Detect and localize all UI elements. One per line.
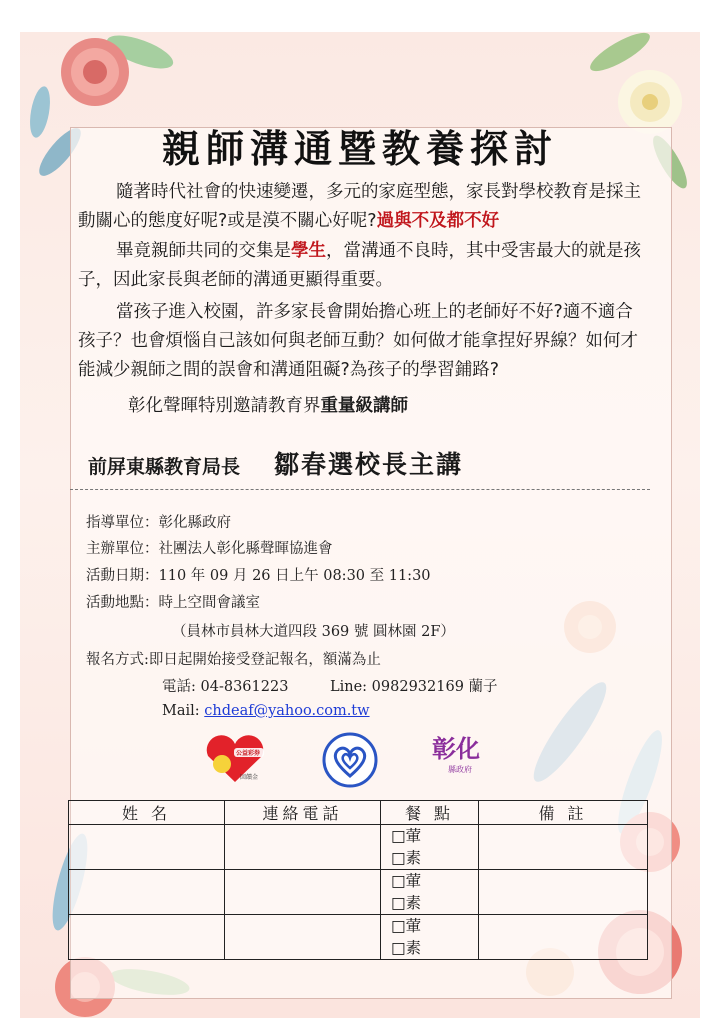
intro-text-3: 當孩子進入校園，許多家長會開始擔心班上的老師好不好?適不適合孩子？也會煩惱自己該如何與老師互動？如何做才能拿捏好界線？如何才能減少親師之間的誤會和溝通阻礙?為孩子的學習鋪路? [78, 302, 638, 380]
lottery-logo [200, 734, 270, 786]
meal-cell [381, 870, 479, 915]
meat-checkbox[interactable]: □葷 [391, 872, 422, 890]
name-cell[interactable] [69, 915, 225, 960]
county-logo [432, 734, 492, 784]
page-title: 親師溝通暨教養探討 [161, 126, 558, 171]
info-venue: 活動地點：時上空間會議室 [86, 595, 260, 611]
info-guide: 指導單位：彰化縣政府 [86, 515, 231, 531]
meal-cell [381, 825, 479, 870]
heart-logo-icon [200, 734, 270, 786]
phone-cell[interactable] [225, 915, 381, 960]
info-address: （員林市員林大道四段 369 號 圓林園 2F） [172, 624, 455, 640]
speaker-line [88, 445, 463, 481]
info-line: Line: 0982932169 蘭子 [330, 679, 498, 695]
intro-text-1: 隨著時代社會的快速變遷，多元的家庭型態，家長對學校教育是採主動關心的態度好呢?或是漠不關心好呢? [78, 182, 641, 231]
table-row [69, 825, 648, 870]
mail-label: Mail: [162, 703, 205, 719]
lottery-logo-subtext: 回饋金 [240, 774, 259, 781]
info-phone: 電話: 04-8361223 [162, 679, 289, 695]
name-cell[interactable] [69, 870, 225, 915]
info-mail-row [162, 703, 370, 719]
county-logo-text: 彰化 [432, 734, 480, 763]
note-cell[interactable] [479, 870, 648, 915]
header-note: 備 註 [479, 801, 648, 825]
info-host: 主辦單位：社團法人彰化縣聲暉協進會 [86, 541, 333, 557]
meal-cell [381, 915, 479, 960]
lottery-logo-text: 公益彩券 [236, 750, 261, 757]
note-cell[interactable] [479, 915, 648, 960]
info-date: 活動日期：110 年 09 月 26 日上午 08:30 至 11:30 [86, 568, 431, 584]
intro-paragraph-4 [78, 392, 650, 421]
note-cell[interactable] [479, 825, 648, 870]
intro-bold-4: 重量級講師 [320, 396, 408, 416]
phone-cell[interactable] [225, 870, 381, 915]
veg-checkbox[interactable]: □素 [391, 894, 422, 912]
table-row [69, 915, 648, 960]
intro-paragraph-3 [78, 298, 650, 385]
info-signup: 報名方式:即日起開始接受登記報名，額滿為止 [86, 652, 381, 668]
intro-paragraph-2 [78, 237, 650, 295]
phone-cell[interactable] [225, 825, 381, 870]
speaker-role: 前屏東縣教育局長 [88, 456, 241, 478]
veg-checkbox[interactable]: □素 [391, 939, 422, 957]
speaker-name: 鄒春選校長主講 [274, 450, 464, 479]
intro-highlight-1: 過與不及都不好 [376, 211, 500, 231]
heart-circle-logo-icon [322, 732, 378, 788]
table-row [69, 870, 648, 915]
table-header-row [69, 801, 648, 825]
meat-checkbox[interactable]: □葷 [391, 917, 422, 935]
header-name: 姓 名 [69, 801, 225, 825]
intro-text-4: 彰化聲暉特別邀請教育界 [128, 396, 321, 416]
association-logo [322, 732, 378, 788]
header-phone: 連絡電話 [225, 801, 381, 825]
header-meal: 餐 點 [381, 801, 479, 825]
county-logo-subtext: 縣政府 [448, 765, 472, 774]
intro-text-2a: 畢竟親師共同的交集是 [116, 241, 291, 261]
email-link[interactable]: chdeaf@yahoo.com.tw [204, 703, 370, 719]
divider [70, 489, 650, 490]
intro-text-2b: ，當溝通不良時，其中受害最大的就是孩子，因此家長與老師的溝通更顯得重要。 [78, 241, 641, 290]
intro-highlight-2: 學生 [291, 241, 326, 261]
intro-paragraph-1 [78, 178, 650, 236]
meat-checkbox[interactable]: □葷 [391, 827, 422, 845]
name-cell[interactable] [69, 825, 225, 870]
registration-table [68, 800, 648, 960]
veg-checkbox[interactable]: □素 [391, 849, 422, 867]
